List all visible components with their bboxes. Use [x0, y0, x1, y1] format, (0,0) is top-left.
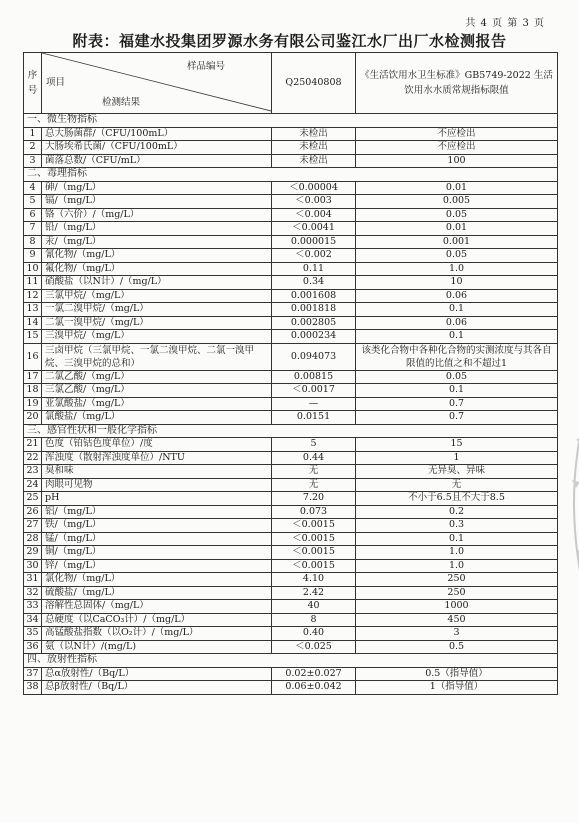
report-title: 附表：福建水投集团罗源水务有限公司鉴江水厂出厂水检测报告 [72, 32, 507, 50]
row-number: 24 [24, 478, 42, 492]
table-row [24, 195, 558, 209]
row-number: 28 [24, 532, 42, 546]
row-number: 3 [24, 154, 42, 168]
row-number: 35 [24, 627, 42, 641]
item-name: 总β放射性/（Bq/L） [42, 681, 272, 695]
result-value: ＜0.025 [272, 640, 356, 654]
row-number: 19 [24, 397, 42, 411]
row-number: 26 [24, 505, 42, 519]
result-value: ＜0.00004 [272, 181, 356, 195]
section-row [24, 114, 558, 128]
table-row [24, 127, 558, 141]
seq-header: 序号 [24, 53, 42, 114]
item-name: 铬（六价）/（mg/L） [42, 208, 272, 222]
table-row [24, 384, 558, 398]
result-value: 0.00815 [272, 370, 356, 384]
limit-value: 450 [356, 613, 558, 627]
table-row [24, 546, 558, 560]
item-name: 氟化物/（mg/L） [42, 262, 272, 276]
result-value: 8 [272, 613, 356, 627]
result-value: 7.20 [272, 492, 356, 506]
limit-value: 1（指导值） [356, 681, 558, 695]
section-title: 二、毒理指标 [24, 168, 558, 182]
item-name: 总大肠菌群/（CFU/100mL） [42, 127, 272, 141]
diagonal-line [42, 53, 272, 113]
result-value: ＜0.0041 [272, 222, 356, 236]
result-value: 40 [272, 600, 356, 614]
result-value: 未检出 [272, 141, 356, 155]
row-number: 33 [24, 600, 42, 614]
table-row [24, 505, 558, 519]
row-number: 14 [24, 316, 42, 330]
table-row [24, 438, 558, 452]
table-row [24, 600, 558, 614]
item-name: 三溴甲烷/（mg/L） [42, 330, 272, 344]
item-label: 项目 [46, 77, 66, 88]
sample-no-label: 样品编号 [186, 61, 225, 72]
result-value: 未检出 [272, 154, 356, 168]
item-name: 汞/（mg/L） [42, 235, 272, 249]
table-row [24, 667, 558, 681]
result-value: ＜0.002 [272, 249, 356, 263]
section-row [24, 654, 558, 668]
table-header [24, 53, 558, 114]
limit-value: 0.05 [356, 208, 558, 222]
table-row [24, 235, 558, 249]
result-value: 0.001608 [272, 289, 356, 303]
limit-value: 0.7 [356, 397, 558, 411]
row-number: 38 [24, 681, 42, 695]
table-row [24, 343, 558, 370]
table-row [24, 519, 558, 533]
item-name: 镉/（mg/L） [42, 195, 272, 209]
item-name: 亚氯酸盐/（mg/L） [42, 397, 272, 411]
row-number: 36 [24, 640, 42, 654]
result-value: 0.40 [272, 627, 356, 641]
limit-value: 1000 [356, 600, 558, 614]
item-name: 色度（铂钴色度单位）/度 [42, 438, 272, 452]
result-value: 0.02±0.027 [272, 667, 356, 681]
item-name: 一氯二溴甲烷/（mg/L） [42, 303, 272, 317]
item-name: 氯化物/（mg/L） [42, 573, 272, 587]
row-number: 20 [24, 411, 42, 425]
item-name: 二氯乙酸/（mg/L） [42, 370, 272, 384]
item-name: 硫酸盐/（mg/L） [42, 586, 272, 600]
result-value: ＜0.0017 [272, 384, 356, 398]
item-name: 高锰酸盐指数（以O₂计）/（mg/L） [42, 627, 272, 641]
limit-value: 无异臭、异味 [356, 465, 558, 479]
result-value: ＜0.0015 [272, 559, 356, 573]
item-name: 三氯乙酸/（mg/L） [42, 384, 272, 398]
row-number: 10 [24, 262, 42, 276]
table-row [24, 316, 558, 330]
table-row [24, 451, 558, 465]
section-title: 三、感官性状和一般化学指标 [24, 424, 558, 438]
section-row [24, 424, 558, 438]
row-number: 34 [24, 613, 42, 627]
result-value: 4.10 [272, 573, 356, 587]
limit-value: 0.05 [356, 370, 558, 384]
item-name: 二氯一溴甲烷/（mg/L） [42, 316, 272, 330]
limit-value: 不小于6.5且不大于8.5 [356, 492, 558, 506]
item-name: 肉眼可见物 [42, 478, 272, 492]
row-number: 23 [24, 465, 42, 479]
limit-value: 不应检出 [356, 141, 558, 155]
table-row [24, 276, 558, 290]
item-name: 总硬度（以CaCO₃计）/（mg/L） [42, 613, 272, 627]
row-number: 1 [24, 127, 42, 141]
result-value: 无 [272, 478, 356, 492]
item-name: 氯酸盐/（mg/L） [42, 411, 272, 425]
limit-value: 0.06 [356, 289, 558, 303]
result-value: ＜0.0015 [272, 532, 356, 546]
row-number: 16 [24, 343, 42, 370]
limit-value: 1.0 [356, 559, 558, 573]
item-name: 铁/（mg/L） [42, 519, 272, 533]
item-name: 氰化物/（mg/L） [42, 249, 272, 263]
limit-value: 0.001 [356, 235, 558, 249]
limit-value: 0.01 [356, 181, 558, 195]
row-number: 12 [24, 289, 42, 303]
result-value: 0.34 [272, 276, 356, 290]
section-row [24, 168, 558, 182]
limit-value: 0.06 [356, 316, 558, 330]
table-row [24, 478, 558, 492]
limit-value: 1.0 [356, 262, 558, 276]
item-name: 浑浊度（散射浑浊度单位）/NTU [42, 451, 272, 465]
table-row [24, 586, 558, 600]
result-value: ＜0.003 [272, 195, 356, 209]
row-number: 25 [24, 492, 42, 506]
sample-no: Q25040808 [272, 53, 356, 114]
seal-stamp [556, 400, 579, 610]
row-number: 8 [24, 235, 42, 249]
item-name: 三氯甲烷/（mg/L） [42, 289, 272, 303]
limit-value: 0.5 [356, 640, 558, 654]
limit-value: 0.7 [356, 411, 558, 425]
limit-value: 0.2 [356, 505, 558, 519]
item-name: 硝酸盐（以N计）/（mg/L） [42, 276, 272, 290]
limit-value: 无 [356, 478, 558, 492]
row-number: 4 [24, 181, 42, 195]
row-number: 37 [24, 667, 42, 681]
row-number: 6 [24, 208, 42, 222]
limit-value: 不应检出 [356, 127, 558, 141]
result-value: 0.11 [272, 262, 356, 276]
row-number: 15 [24, 330, 42, 344]
limit-value: 0.1 [356, 330, 558, 344]
row-number: 2 [24, 141, 42, 155]
limit-value: 0.3 [356, 519, 558, 533]
table-row [24, 330, 558, 344]
section-title: 一、微生物指标 [24, 114, 558, 128]
result-value: 0.001818 [272, 303, 356, 317]
limit-value: 3 [356, 627, 558, 641]
table-row [24, 222, 558, 236]
table-row [24, 397, 558, 411]
limit-value: 该类化合物中各种化合物的实测浓度与其各自限值的比值之和不超过1 [356, 343, 558, 370]
table-row [24, 559, 558, 573]
row-number: 18 [24, 384, 42, 398]
result-value: 无 [272, 465, 356, 479]
result-value: — [272, 397, 356, 411]
limit-value: 250 [356, 586, 558, 600]
limit-value: 0.1 [356, 532, 558, 546]
result-value: 0.06±0.042 [272, 681, 356, 695]
result-value: 0.073 [272, 505, 356, 519]
table-row [24, 303, 558, 317]
table-row [24, 411, 558, 425]
table-row [24, 465, 558, 479]
item-name: 铜/（mg/L） [42, 546, 272, 560]
item-name: 砷/（mg/L） [42, 181, 272, 195]
result-value: 0.000015 [272, 235, 356, 249]
limit-value: 250 [356, 573, 558, 587]
result-value: 未检出 [272, 127, 356, 141]
item-name: 大肠埃希氏菌/（CFU/100mL） [42, 141, 272, 155]
page-number: 共 4 页 第 3 页 [465, 18, 545, 29]
table-row [24, 532, 558, 546]
table-row [24, 613, 558, 627]
row-number: 22 [24, 451, 42, 465]
result-value: 5 [272, 438, 356, 452]
table-row [24, 141, 558, 155]
limit-value: 0.5（指导值） [356, 667, 558, 681]
limit-value: 0.005 [356, 195, 558, 209]
table-row [24, 154, 558, 168]
limit-value: 1.0 [356, 546, 558, 560]
item-name: 总α放射性/（Bq/L） [42, 667, 272, 681]
item-name: 菌落总数/（CFU/mL） [42, 154, 272, 168]
limit-value: 10 [356, 276, 558, 290]
row-number: 17 [24, 370, 42, 384]
result-label: 检测结果 [102, 97, 141, 108]
table-row [24, 492, 558, 506]
limit-value: 100 [356, 154, 558, 168]
table-row [24, 681, 558, 695]
result-value: 0.44 [272, 451, 356, 465]
result-value: 0.0151 [272, 411, 356, 425]
table-row [24, 262, 558, 276]
result-value: ＜0.004 [272, 208, 356, 222]
row-number: 9 [24, 249, 42, 263]
limit-value: 0.1 [356, 303, 558, 317]
item-name: 铝/（mg/L） [42, 505, 272, 519]
row-number: 30 [24, 559, 42, 573]
item-name: 臭和味 [42, 465, 272, 479]
row-number: 31 [24, 573, 42, 587]
section-title: 四、放射性指标 [24, 654, 558, 668]
table-row [24, 627, 558, 641]
row-number: 13 [24, 303, 42, 317]
diagonal-header-cell [42, 53, 272, 114]
inspection-table [23, 52, 558, 695]
limit-value: 0.1 [356, 384, 558, 398]
result-value: 0.000234 [272, 330, 356, 344]
item-name: 铅/（mg/L） [42, 222, 272, 236]
item-name: 三卤甲烷（三氯甲烷、一氯二溴甲烷、二氯一溴甲烷、三溴甲烷的总和） [42, 343, 272, 370]
table-row [24, 249, 558, 263]
row-number: 21 [24, 438, 42, 452]
limit-value: 0.01 [356, 222, 558, 236]
table-row [24, 208, 558, 222]
result-value: 0.094073 [272, 343, 356, 370]
limit-value: 0.05 [356, 249, 558, 263]
row-number: 7 [24, 222, 42, 236]
row-number: 5 [24, 195, 42, 209]
table-row [24, 289, 558, 303]
standard-header: 《生活饮用水卫生标准》GB5749-2022 生活饮用水水质常规指标限值 [356, 53, 558, 114]
table-row [24, 640, 558, 654]
row-number: 32 [24, 586, 42, 600]
item-name: 锌/（mg/L） [42, 559, 272, 573]
item-name: 溶解性总固体/（mg/L） [42, 600, 272, 614]
result-value: ＜0.0015 [272, 519, 356, 533]
result-value: ＜0.0015 [272, 546, 356, 560]
row-number: 11 [24, 276, 42, 290]
row-number: 27 [24, 519, 42, 533]
table-row [24, 181, 558, 195]
item-name: 氨（以N计）/(mg/L) [42, 640, 272, 654]
limit-value: 1 [356, 451, 558, 465]
item-name: pH [42, 492, 272, 506]
limit-value: 15 [356, 438, 558, 452]
table-row [24, 370, 558, 384]
row-number: 29 [24, 546, 42, 560]
result-value: 2.42 [272, 586, 356, 600]
item-name: 锰/（mg/L） [42, 532, 272, 546]
table-row [24, 573, 558, 587]
result-value: 0.002805 [272, 316, 356, 330]
